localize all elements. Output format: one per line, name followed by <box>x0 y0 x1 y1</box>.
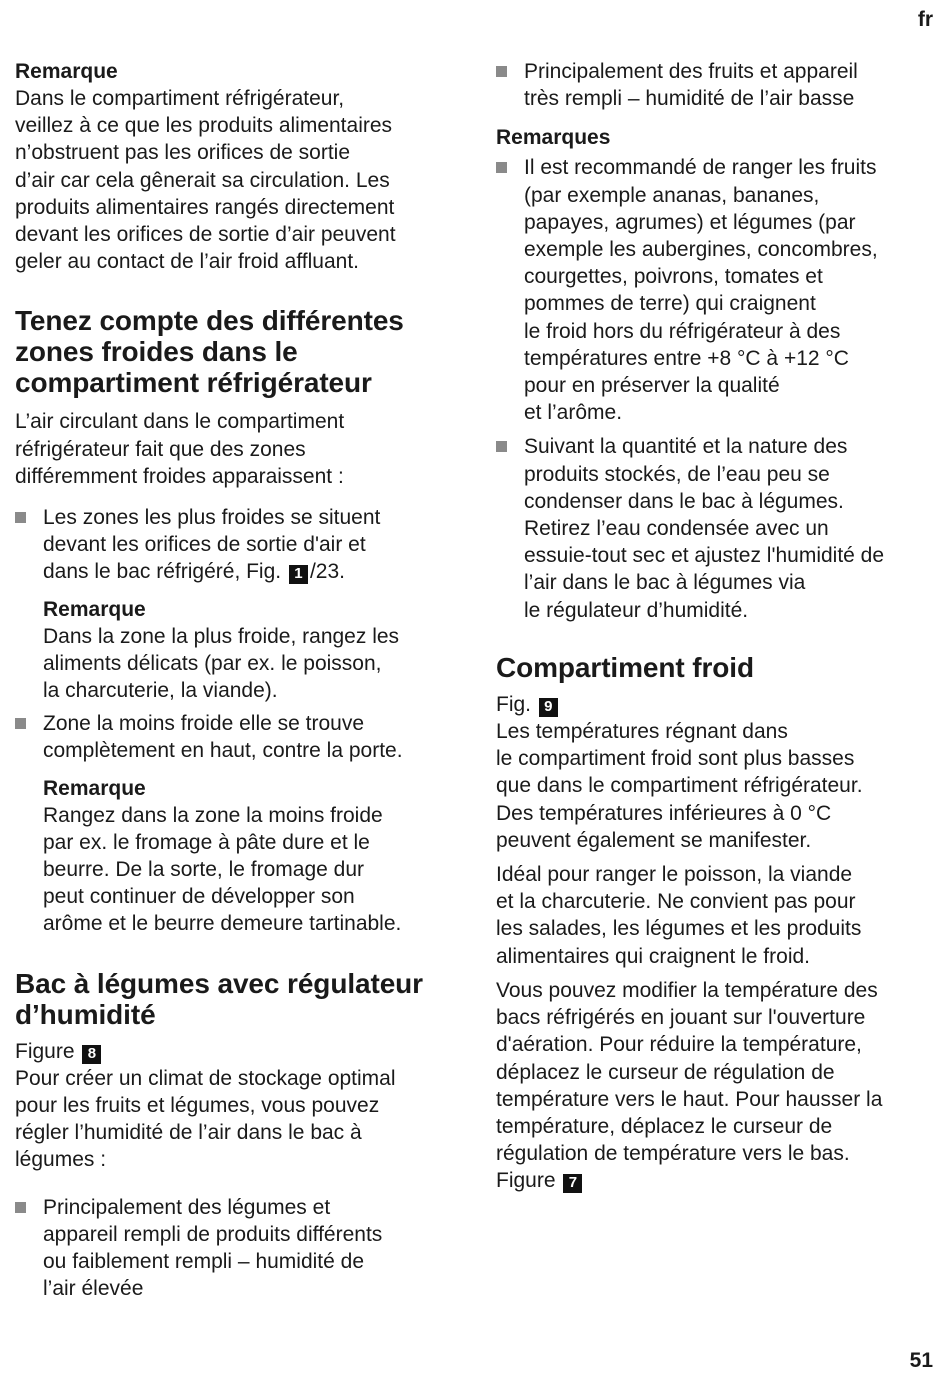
paragraph: Vous pouvez modifier la température des bacs réfrigérés en jouant sur l'ouverture d'aération. Pour réduire la température, déplacez le curseur de régulation de température vers le haut. Pour hausser la température, déplacez le curseur de régulation de température vers le bas. Figure 7 <box>496 978 883 1193</box>
bullet-square-icon <box>496 162 507 173</box>
language-tag: fr <box>917 8 933 31</box>
right-column <box>496 58 936 1195</box>
list-item <box>496 58 936 112</box>
left-column <box>15 58 460 1310</box>
paragraph: Idéal pour ranger le poisson, la viande et la charcuterie. Ne convient pas pour les salades, les légumes et les produits alimentaires qui craignent le froid. <box>496 863 862 968</box>
bullet-square-icon <box>15 1202 26 1213</box>
note-title: Remarque <box>43 597 146 621</box>
bullet-square-icon <box>496 66 507 77</box>
section-intro: Figure 8 <box>15 1038 460 1065</box>
list-item <box>15 710 460 764</box>
list-item <box>496 154 936 426</box>
section-heading-cold-zones: Tenez compte des différentes zones froides dans le compartiment réfrigérateur <box>15 305 404 399</box>
paragraph: Les températures régnant dans le compartiment froid sont plus basses que dans le compartiment réfrigérateur. Des températures inférieures à 0 °C peuvent également se manifester. <box>496 720 863 852</box>
list-item <box>15 504 460 586</box>
section-heading-cold-compartment: Compartiment froid <box>496 651 754 683</box>
list-item-text: Il est recommandé de ranger les fruits (par exemple ananas, bananes, papayes, agrumes) et légumes (par exemple les aubergines, concombres, courgettes, poivrons, tomates et pommes de terre) qui craignent le froid hors du réfrigérateur à des températures entre +8 °C à +12 °C pour en préserver la qualité et l’arôme. <box>524 156 878 425</box>
figure-reference-badge: 9 <box>539 698 558 717</box>
note-text: Rangez dans la zone la moins froide par ex. le fromage à pâte dure et le beurre. De la sorte, le fromage dur peut continuer de développer son arôme et le beurre demeure tartinable. <box>43 803 402 936</box>
list-item-text: Zone la moins froide elle se trouve complètement en haut, contre la porte. <box>43 712 403 763</box>
note-text: Dans le compartiment réfrigérateur, veillez à ce que les produits alimentaires n’obstruent pas les orifices de sortie d’air car cela gênerait sa circulation. Les produits alimentaires rangés directement devant les orifices de sortie d’air peuvent geler au contact de l’air froid affluant. <box>15 87 396 274</box>
list-item-text: Les zones les plus froides se situent devant les orifices de sortie d'air et dans le bac réfrigéré, Fig. 1 /23. <box>43 506 381 584</box>
notes-title: Remarques <box>496 126 611 150</box>
list-item <box>15 1194 460 1303</box>
section-intro: L’air circulant dans le compartiment réfrigérateur fait que des zones différemment froides apparaissent : <box>15 410 345 488</box>
note-text: Dans la zone la plus froide, rangez les aliments délicats (par ex. le poisson, la charcuterie, la viande). <box>43 624 400 703</box>
list-item-text: Suivant la quantité et la nature des produits stockés, de l’eau peu se condenser dans le bac à légumes. Retirez l’eau condensée avec un essuie-tout sec et ajustez l'humidité de l’air dans le bac à légumes via le régulateur d’humidité. <box>524 435 885 622</box>
bullet-square-icon <box>496 441 507 452</box>
figure-reference-badge: 1 <box>289 565 308 584</box>
list-item-text: Principalement des fruits et appareil très rempli – humidité de l’air basse <box>524 60 858 111</box>
figure-reference-badge: 8 <box>82 1045 101 1064</box>
note-title: Remarque <box>43 776 146 800</box>
bullet-square-icon <box>15 512 26 523</box>
section-heading-crisper: Bac à légumes avec régulateur d’humidité <box>15 967 423 1030</box>
note-title: Remarque <box>15 60 118 83</box>
figure-reference: Fig. 9 <box>496 691 936 718</box>
section-intro: Pour créer un climat de stockage optimal pour les fruits et légumes, vous pouvez régler l’humidité de l’air dans le bac à légumes : <box>15 1066 396 1172</box>
list-item <box>496 433 936 623</box>
figure-reference-badge: 7 <box>563 1174 582 1193</box>
page-number: 51 <box>909 1349 933 1372</box>
bullet-square-icon <box>15 718 26 729</box>
list-item-text: Principalement des légumes et appareil rempli de produits différents ou faiblement rempli – humidité de l’air élevée <box>43 1195 383 1301</box>
